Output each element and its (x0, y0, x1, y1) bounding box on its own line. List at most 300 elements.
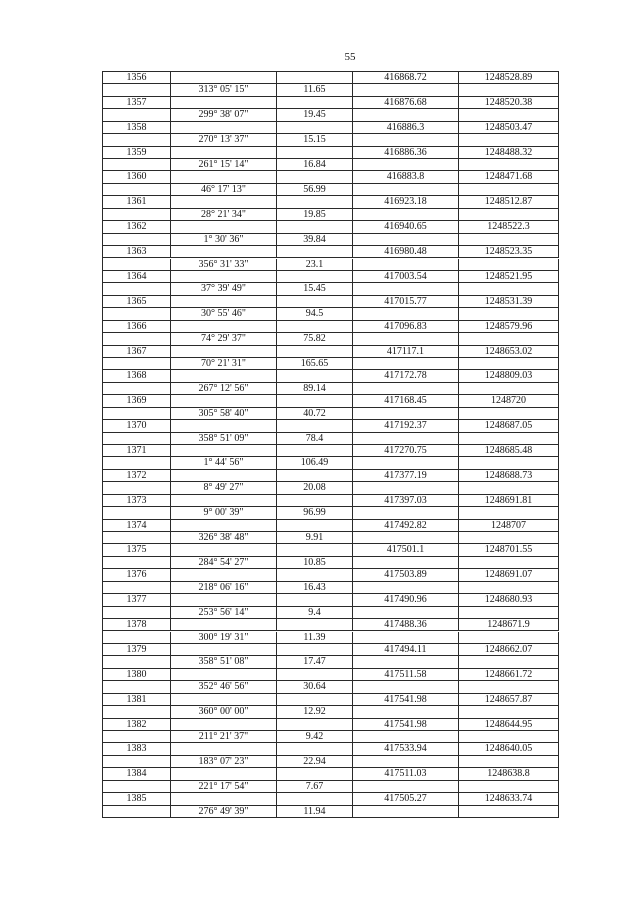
empty-cell (353, 259, 459, 271)
distance-value: 20.08 (277, 482, 353, 494)
empty-cell (171, 793, 277, 805)
station-number: 1356 (103, 72, 171, 84)
easting-value: 416980.48 (353, 246, 459, 258)
empty-cell (277, 395, 353, 407)
easting-value: 417541.98 (353, 719, 459, 731)
empty-cell (277, 669, 353, 681)
empty-cell (353, 109, 459, 121)
distance-value: 94.5 (277, 308, 353, 320)
station-row (103, 669, 559, 681)
distance-value: 17.47 (277, 656, 353, 668)
empty-cell (459, 308, 559, 320)
empty-cell (103, 84, 171, 96)
empty-cell (171, 669, 277, 681)
station-row (103, 147, 559, 159)
empty-cell (103, 656, 171, 668)
empty-cell (103, 184, 171, 196)
bearing-value: 313° 05' 15" (171, 84, 277, 96)
empty-cell (277, 296, 353, 308)
segment-row (103, 283, 559, 295)
empty-cell (171, 719, 277, 731)
distance-value: 56.99 (277, 184, 353, 196)
segment-row (103, 706, 559, 718)
empty-cell (171, 97, 277, 109)
empty-cell (171, 420, 277, 432)
empty-cell (459, 184, 559, 196)
empty-cell (459, 557, 559, 569)
empty-cell (103, 706, 171, 718)
distance-value: 23.1 (277, 259, 353, 271)
bearing-value: 305° 58' 40" (171, 408, 277, 420)
empty-cell (103, 482, 171, 494)
empty-cell (103, 259, 171, 271)
distance-value: 10.85 (277, 557, 353, 569)
bearing-value: 37° 39' 49" (171, 283, 277, 295)
empty-cell (171, 72, 277, 84)
empty-cell (171, 271, 277, 283)
empty-cell (459, 756, 559, 768)
empty-cell (277, 122, 353, 134)
empty-cell (353, 433, 459, 445)
northing-value: 1248520.38 (459, 97, 559, 109)
empty-cell (277, 569, 353, 581)
empty-cell (353, 209, 459, 221)
empty-cell (277, 793, 353, 805)
station-number: 1359 (103, 147, 171, 159)
empty-cell (459, 383, 559, 395)
easting-value: 416940.65 (353, 221, 459, 233)
empty-cell (277, 221, 353, 233)
station-row (103, 72, 559, 84)
empty-cell (459, 632, 559, 644)
segment-row (103, 681, 559, 693)
bearing-value: 352° 46' 56" (171, 681, 277, 693)
distance-value: 22.94 (277, 756, 353, 768)
empty-cell (277, 246, 353, 258)
empty-cell (103, 159, 171, 171)
empty-cell (353, 557, 459, 569)
empty-cell (459, 706, 559, 718)
northing-value: 1248707 (459, 520, 559, 532)
empty-cell (277, 370, 353, 382)
bearing-value: 358° 51' 08" (171, 656, 277, 668)
empty-cell (103, 134, 171, 146)
station-number: 1381 (103, 694, 171, 706)
station-number: 1375 (103, 544, 171, 556)
northing-value: 1248691.81 (459, 495, 559, 507)
empty-cell (171, 171, 277, 183)
northing-value: 1248691.07 (459, 569, 559, 581)
station-number: 1371 (103, 445, 171, 457)
empty-cell (459, 482, 559, 494)
station-row (103, 520, 559, 532)
distance-value: 75.82 (277, 333, 353, 345)
station-row (103, 196, 559, 208)
bearing-value: 270° 13' 37" (171, 134, 277, 146)
bearing-value: 360° 00' 00" (171, 706, 277, 718)
bearing-value: 284° 54' 27" (171, 557, 277, 569)
empty-cell (103, 358, 171, 370)
empty-cell (353, 482, 459, 494)
empty-cell (353, 333, 459, 345)
empty-cell (459, 109, 559, 121)
segment-row (103, 756, 559, 768)
station-number: 1380 (103, 669, 171, 681)
easting-value: 417505.27 (353, 793, 459, 805)
empty-cell (459, 457, 559, 469)
northing-value: 1248522.3 (459, 221, 559, 233)
station-row (103, 395, 559, 407)
empty-cell (171, 445, 277, 457)
northing-value: 1248640.05 (459, 743, 559, 755)
bearing-value: 9° 00' 39" (171, 507, 277, 519)
empty-cell (277, 346, 353, 358)
segment-row (103, 632, 559, 644)
station-number: 1369 (103, 395, 171, 407)
empty-cell (171, 569, 277, 581)
bearing-value: 276° 49' 39" (171, 806, 277, 818)
station-row (103, 122, 559, 134)
station-number: 1385 (103, 793, 171, 805)
empty-cell (459, 731, 559, 743)
station-row (103, 544, 559, 556)
empty-cell (277, 147, 353, 159)
bearing-value: 356° 31' 33" (171, 259, 277, 271)
northing-value: 1248685.48 (459, 445, 559, 457)
easting-value: 417377.19 (353, 470, 459, 482)
easting-value: 417488.36 (353, 619, 459, 631)
empty-cell (171, 743, 277, 755)
segment-row (103, 383, 559, 395)
empty-cell (171, 246, 277, 258)
empty-cell (103, 234, 171, 246)
station-row (103, 321, 559, 333)
empty-cell (277, 768, 353, 780)
empty-cell (277, 594, 353, 606)
empty-cell (277, 544, 353, 556)
station-number: 1373 (103, 495, 171, 507)
northing-value: 1248503.47 (459, 122, 559, 134)
empty-cell (171, 395, 277, 407)
empty-cell (353, 184, 459, 196)
empty-cell (353, 283, 459, 295)
northing-value: 1248471.68 (459, 171, 559, 183)
empty-cell (171, 346, 277, 358)
empty-cell (277, 619, 353, 631)
northing-value: 1248662.07 (459, 644, 559, 656)
station-number: 1365 (103, 296, 171, 308)
easting-value: 416876.68 (353, 97, 459, 109)
page-number: 55 (344, 51, 356, 63)
empty-cell (103, 781, 171, 793)
segment-row (103, 184, 559, 196)
northing-value: 1248523.35 (459, 246, 559, 258)
segment-row (103, 84, 559, 96)
empty-cell (459, 532, 559, 544)
station-row (103, 97, 559, 109)
empty-cell (171, 470, 277, 482)
station-row (103, 495, 559, 507)
easting-value: 417501.1 (353, 544, 459, 556)
empty-cell (103, 109, 171, 121)
station-number: 1382 (103, 719, 171, 731)
northing-value: 1248688.73 (459, 470, 559, 482)
empty-cell (277, 694, 353, 706)
segment-row (103, 806, 559, 818)
empty-cell (353, 358, 459, 370)
station-row (103, 644, 559, 656)
station-row (103, 470, 559, 482)
station-row (103, 569, 559, 581)
segment-row (103, 731, 559, 743)
empty-cell (171, 196, 277, 208)
station-row (103, 619, 559, 631)
station-number: 1357 (103, 97, 171, 109)
segment-row (103, 433, 559, 445)
station-row (103, 271, 559, 283)
station-number: 1372 (103, 470, 171, 482)
segment-row (103, 308, 559, 320)
easting-value: 417490.96 (353, 594, 459, 606)
easting-value: 417270.75 (353, 445, 459, 457)
station-row (103, 346, 559, 358)
segment-row (103, 234, 559, 246)
empty-cell (103, 632, 171, 644)
segment-row (103, 209, 559, 221)
empty-cell (353, 582, 459, 594)
empty-cell (103, 731, 171, 743)
empty-cell (277, 420, 353, 432)
empty-cell (277, 495, 353, 507)
empty-cell (459, 234, 559, 246)
station-number: 1384 (103, 768, 171, 780)
empty-cell (103, 457, 171, 469)
bearing-value: 326° 38' 48" (171, 532, 277, 544)
northing-value: 1248644.95 (459, 719, 559, 731)
empty-cell (171, 296, 277, 308)
empty-cell (277, 445, 353, 457)
empty-cell (103, 507, 171, 519)
empty-cell (353, 507, 459, 519)
station-number: 1383 (103, 743, 171, 755)
empty-cell (171, 221, 277, 233)
empty-cell (171, 495, 277, 507)
easting-value: 416886.3 (353, 122, 459, 134)
segment-row (103, 532, 559, 544)
distance-value: 19.45 (277, 109, 353, 121)
station-row (103, 420, 559, 432)
empty-cell (459, 433, 559, 445)
distance-value: 11.94 (277, 806, 353, 818)
empty-cell (353, 457, 459, 469)
distance-value: 106.49 (277, 457, 353, 469)
empty-cell (459, 209, 559, 221)
empty-cell (171, 694, 277, 706)
distance-value: 15.45 (277, 283, 353, 295)
northing-value: 1248687.05 (459, 420, 559, 432)
easting-value: 417511.58 (353, 669, 459, 681)
station-row (103, 445, 559, 457)
empty-cell (171, 321, 277, 333)
segment-row (103, 109, 559, 121)
station-number: 1361 (103, 196, 171, 208)
bearing-value: 1° 44' 56" (171, 457, 277, 469)
empty-cell (459, 507, 559, 519)
station-number: 1363 (103, 246, 171, 258)
station-number: 1368 (103, 370, 171, 382)
empty-cell (171, 644, 277, 656)
empty-cell (353, 756, 459, 768)
empty-cell (353, 159, 459, 171)
station-row (103, 246, 559, 258)
distance-value: 16.84 (277, 159, 353, 171)
empty-cell (353, 383, 459, 395)
empty-cell (353, 532, 459, 544)
segment-row (103, 134, 559, 146)
bearing-value: 253° 56' 14" (171, 607, 277, 619)
station-number: 1374 (103, 520, 171, 532)
bearing-value: 299° 38' 07" (171, 109, 277, 121)
coordinate-table (102, 71, 559, 818)
distance-value: 78.4 (277, 433, 353, 445)
empty-cell (353, 632, 459, 644)
easting-value: 417533.94 (353, 743, 459, 755)
easting-value: 417192.37 (353, 420, 459, 432)
empty-cell (103, 756, 171, 768)
easting-value: 416883.8 (353, 171, 459, 183)
distance-value: 16.43 (277, 582, 353, 594)
distance-value: 39.84 (277, 234, 353, 246)
empty-cell (171, 520, 277, 532)
empty-cell (353, 806, 459, 818)
empty-cell (103, 532, 171, 544)
bearing-value: 74° 29' 37" (171, 333, 277, 345)
segment-row (103, 408, 559, 420)
empty-cell (103, 557, 171, 569)
northing-value: 1248657.87 (459, 694, 559, 706)
northing-value: 1248661.72 (459, 669, 559, 681)
station-row (103, 694, 559, 706)
empty-cell (103, 681, 171, 693)
empty-cell (277, 271, 353, 283)
empty-cell (459, 582, 559, 594)
empty-cell (459, 333, 559, 345)
empty-cell (353, 681, 459, 693)
empty-cell (103, 433, 171, 445)
station-number: 1360 (103, 171, 171, 183)
bearing-value: 30° 55' 46" (171, 308, 277, 320)
bearing-value: 1° 30' 36" (171, 234, 277, 246)
northing-value: 1248531.39 (459, 296, 559, 308)
easting-value: 416868.72 (353, 72, 459, 84)
easting-value: 417168.45 (353, 395, 459, 407)
empty-cell (353, 134, 459, 146)
station-number: 1377 (103, 594, 171, 606)
segment-row (103, 507, 559, 519)
empty-cell (171, 768, 277, 780)
segment-row (103, 557, 559, 569)
distance-value: 19.85 (277, 209, 353, 221)
empty-cell (171, 619, 277, 631)
easting-value: 417096.83 (353, 321, 459, 333)
station-row (103, 793, 559, 805)
empty-cell (103, 582, 171, 594)
station-number: 1370 (103, 420, 171, 432)
station-row (103, 296, 559, 308)
distance-value: 7.67 (277, 781, 353, 793)
empty-cell (277, 644, 353, 656)
station-number: 1378 (103, 619, 171, 631)
empty-cell (459, 84, 559, 96)
empty-cell (459, 806, 559, 818)
northing-value: 1248701.55 (459, 544, 559, 556)
easting-value: 417003.54 (353, 271, 459, 283)
empty-cell (459, 607, 559, 619)
distance-value: 11.65 (277, 84, 353, 96)
segment-row (103, 358, 559, 370)
segment-row (103, 656, 559, 668)
empty-cell (103, 383, 171, 395)
empty-cell (103, 333, 171, 345)
easting-value: 417492.82 (353, 520, 459, 532)
northing-value: 1248671.9 (459, 619, 559, 631)
empty-cell (459, 259, 559, 271)
northing-value: 1248638.8 (459, 768, 559, 780)
bearing-value: 28° 21' 34" (171, 209, 277, 221)
station-row (103, 719, 559, 731)
empty-cell (459, 358, 559, 370)
station-number: 1358 (103, 122, 171, 134)
empty-cell (277, 520, 353, 532)
empty-cell (103, 283, 171, 295)
segment-row (103, 582, 559, 594)
segment-row (103, 457, 559, 469)
northing-value: 1248579.96 (459, 321, 559, 333)
station-row (103, 743, 559, 755)
station-number: 1367 (103, 346, 171, 358)
bearing-value: 358° 51' 09" (171, 433, 277, 445)
station-number: 1376 (103, 569, 171, 581)
empty-cell (103, 408, 171, 420)
bearing-value: 46° 17' 13" (171, 184, 277, 196)
easting-value: 416886.36 (353, 147, 459, 159)
easting-value: 417541.98 (353, 694, 459, 706)
empty-cell (103, 806, 171, 818)
easting-value: 417117.1 (353, 346, 459, 358)
empty-cell (277, 321, 353, 333)
empty-cell (277, 196, 353, 208)
bearing-value: 267° 12' 56" (171, 383, 277, 395)
easting-value: 417397.03 (353, 495, 459, 507)
northing-value: 1248528.89 (459, 72, 559, 84)
empty-cell (353, 656, 459, 668)
easting-value: 417494.11 (353, 644, 459, 656)
empty-cell (459, 408, 559, 420)
empty-cell (277, 743, 353, 755)
segment-row (103, 607, 559, 619)
station-number: 1366 (103, 321, 171, 333)
distance-value: 30.64 (277, 681, 353, 693)
segment-row (103, 482, 559, 494)
easting-value: 417503.89 (353, 569, 459, 581)
northing-value: 1248720 (459, 395, 559, 407)
bearing-value: 8° 49' 27" (171, 482, 277, 494)
empty-cell (459, 283, 559, 295)
distance-value: 9.4 (277, 607, 353, 619)
bearing-value: 218° 06' 16" (171, 582, 277, 594)
segment-row (103, 781, 559, 793)
segment-row (103, 259, 559, 271)
